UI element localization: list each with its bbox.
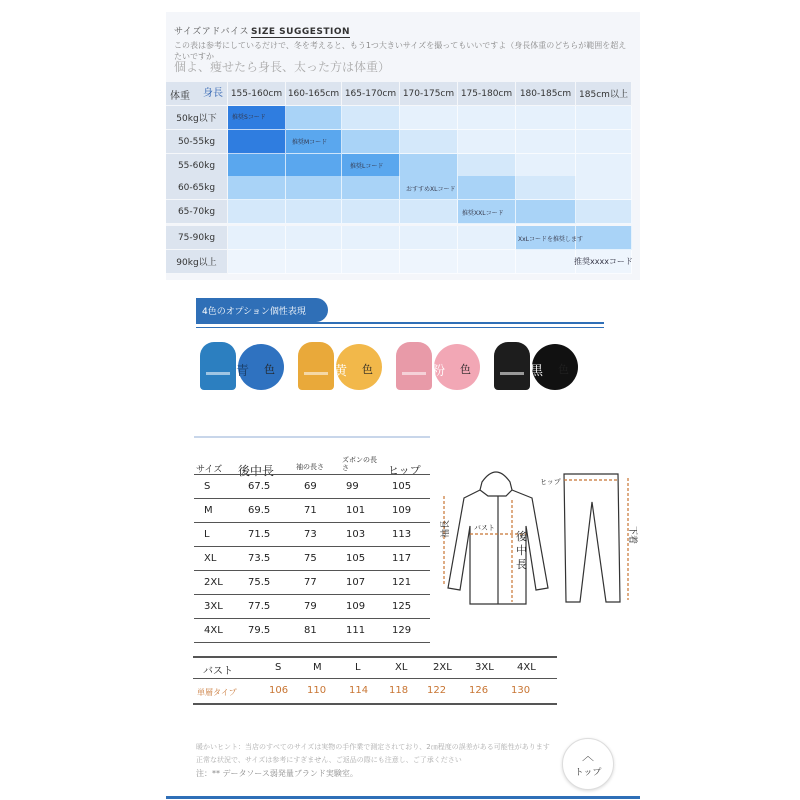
footer-hint-2: 正常な状況で、サイズは参考にすぎません、ご返品の際にも注意し、ご了承ください	[196, 756, 462, 764]
size-table-row	[194, 522, 430, 546]
size-table-cell: 79.5	[248, 625, 271, 636]
grid-cell	[400, 106, 458, 130]
size-table-cell: 69	[304, 481, 317, 492]
bust-label: バスト	[203, 666, 233, 677]
size-recommendation: 推奨Mコード	[292, 139, 328, 146]
size-recommendation: おすすめXLコード	[406, 186, 456, 193]
size-table-row	[194, 474, 430, 498]
size-table-header-cell: ヒップ	[388, 464, 421, 477]
size-table-cell: 107	[346, 577, 366, 588]
size-table-cell: 125	[392, 601, 412, 612]
size-table-row	[194, 618, 430, 642]
bust-value: 106	[269, 685, 289, 696]
size-table-topbar	[194, 436, 430, 438]
size-table-header-cell: サイズ	[196, 465, 223, 475]
color-name: 黄	[334, 364, 348, 379]
size-note: この表は参考にしているだけで、冬を考えると、もう1つ大きいサイズを撮ってもいいですよ（身長体重のどちらが範囲を超えたいですか	[174, 41, 627, 61]
size-table-cell: 4XL	[204, 625, 223, 636]
size-table-header-cell: 後中長	[238, 464, 275, 478]
weight-header: 55-60kg	[166, 154, 228, 178]
color-name: 青	[236, 364, 250, 379]
height-header: 155-160cm	[228, 82, 286, 106]
size-table-cell: 105	[346, 553, 366, 564]
chevron-up-icon: ︿	[581, 748, 594, 763]
grid-cell	[400, 130, 458, 154]
color-option[interactable]	[394, 342, 484, 392]
grid-cell	[286, 250, 342, 274]
bust-size-header: 2XL	[433, 662, 452, 673]
size-table-cell: M	[204, 505, 213, 516]
size-table-cell: 99	[346, 481, 359, 492]
garment-diagram	[440, 456, 640, 616]
raincoat-image	[200, 342, 236, 390]
grid-cell	[400, 250, 458, 274]
grid-cell	[458, 250, 516, 274]
height-header: 165-170cm	[342, 82, 400, 106]
color-name: 粉	[432, 364, 446, 379]
size-note-2: 個よ、痩せたら身長、太った方は体重）	[174, 60, 391, 74]
divider-line-thin	[196, 327, 604, 328]
weight-header: 60-65kg	[166, 176, 228, 200]
bust-table-bottom	[193, 703, 557, 705]
pants-shape	[564, 474, 620, 602]
grid-cell	[286, 226, 342, 250]
size-table-cell: 77.5	[248, 601, 271, 612]
raincoat-image	[494, 342, 530, 390]
size-recommendation: 推奨Lコード	[350, 163, 384, 170]
grid-cell	[576, 176, 632, 200]
grid-cell	[342, 106, 400, 130]
grid-cell	[576, 154, 632, 178]
size-table-cell: 105	[392, 481, 412, 492]
grid-cell	[228, 154, 286, 178]
size-table-cell: 81	[304, 625, 317, 636]
size-recommendation: 推奨Sコード	[232, 114, 266, 121]
size-table-cell: 2XL	[204, 577, 223, 588]
size-table-cell: 77	[304, 577, 317, 588]
bust-value: 130	[511, 685, 531, 696]
size-recommendation: 推奨XXLコード	[462, 210, 504, 217]
size-table-cell: 121	[392, 577, 412, 588]
hood-shape	[480, 472, 512, 496]
size-recommendation: 推奨xxxxコード	[574, 257, 633, 266]
corner-weight-label: 体重	[170, 91, 190, 102]
footer-note: 注：** データソース弱発量ブランド実験室。	[196, 769, 358, 778]
weight-header: 50kg以下	[166, 106, 228, 130]
bust-size-header: 4XL	[517, 662, 536, 673]
size-table-cell: S	[204, 481, 211, 492]
grid-cell	[342, 226, 400, 250]
color-circle	[532, 344, 578, 390]
size-table-cell: 101	[346, 505, 366, 516]
color-suffix: 色	[264, 363, 275, 376]
size-table-cell: 79	[304, 601, 317, 612]
size-table-cell: 73	[304, 529, 317, 540]
color-suffix: 色	[558, 363, 569, 376]
color-option[interactable]	[296, 342, 386, 392]
grid-cell	[286, 106, 342, 130]
bust-value: 118	[389, 685, 409, 696]
grid-cell	[400, 154, 458, 178]
size-table-row	[194, 546, 430, 570]
grid-cell	[516, 176, 576, 200]
bust-value: 114	[349, 685, 369, 696]
height-header: 170-175cm	[400, 82, 458, 106]
grid-cell	[516, 154, 576, 178]
grid-cell	[576, 200, 632, 224]
grid-cell	[228, 200, 286, 224]
size-table-cell: 109	[346, 601, 366, 612]
grid-cell	[516, 130, 576, 154]
bust-size-header: L	[355, 662, 361, 673]
size-table-cell: 103	[346, 529, 366, 540]
size-table-cell: 75.5	[248, 577, 271, 588]
size-table-row	[194, 570, 430, 594]
size-table-bottom	[194, 642, 430, 643]
bust-table	[193, 656, 557, 704]
color-options-label: 4色のオプション個性表現	[196, 298, 328, 322]
weight-header: 65-70kg	[166, 200, 228, 224]
size-table-header-cell: 袖の長さ	[296, 463, 324, 471]
size-recommendation: XxLコードを推奨します	[518, 236, 584, 243]
weight-header: 75-90kg	[166, 226, 228, 250]
back-to-top-label: トップ	[574, 767, 602, 778]
size-table-row	[194, 498, 430, 522]
size-suggestion-title	[174, 24, 350, 37]
grid-cell	[342, 250, 400, 274]
bust-table-top	[193, 656, 557, 658]
grid-cell	[516, 200, 576, 224]
grid-cell	[458, 154, 516, 178]
divider-line	[196, 322, 604, 324]
grid-cell	[458, 106, 516, 130]
label-bust: バスト	[474, 524, 495, 532]
type-label: 単層タイプ	[197, 688, 237, 697]
color-name: 黒	[530, 364, 544, 379]
title-en: SIZE SUGGESTION	[251, 27, 351, 37]
label-hip: ヒップ	[540, 478, 561, 486]
height-header: 180-185cm	[516, 82, 576, 106]
footer-hint-1: 暖かいヒント：当店のすべてのサイズは実物の手作業で測定されており、2㎝程度の誤差がある可能性があります	[196, 743, 550, 751]
height-header: 175-180cm	[458, 82, 516, 106]
size-table-cell: 75	[304, 553, 317, 564]
label-pants: 下着	[627, 526, 637, 545]
color-option[interactable]	[198, 342, 288, 392]
bottom-accent-line	[166, 796, 640, 799]
label-back-3: 長	[516, 558, 527, 571]
grid-cell	[342, 200, 400, 224]
grid-cell	[576, 130, 632, 154]
grid-cell	[400, 226, 458, 250]
grid-cell	[286, 154, 342, 178]
size-table-cell: 67.5	[248, 481, 271, 492]
weight-header: 90kg以上	[166, 250, 228, 274]
height-header: 160-165cm	[286, 82, 342, 106]
bust-value: 126	[469, 685, 489, 696]
grid-cell	[228, 176, 286, 200]
grid-cell	[342, 176, 400, 200]
grid-cell	[228, 130, 286, 154]
color-circle	[336, 344, 382, 390]
size-table-cell: 111	[346, 625, 366, 636]
color-option[interactable]	[492, 342, 582, 392]
bust-table-mid	[193, 678, 557, 679]
grid-cell	[400, 200, 458, 224]
label-back-2: 中	[516, 544, 527, 557]
size-table-header-cell: ズボンの長さ	[342, 456, 377, 472]
size-table-row	[194, 594, 430, 618]
size-table-cell: 73.5	[248, 553, 271, 564]
corner-height-label: 身長	[203, 88, 223, 99]
bust-size-header: XL	[395, 662, 408, 673]
weight-header: 50-55kg	[166, 130, 228, 154]
size-table-cell: L	[204, 529, 210, 540]
bust-size-header: 3XL	[475, 662, 494, 673]
size-table-cell: 71	[304, 505, 317, 516]
size-table-cell: 113	[392, 529, 412, 540]
bust-size-header: M	[313, 662, 322, 673]
color-suffix: 色	[460, 363, 471, 376]
size-table-cell: 69.5	[248, 505, 271, 516]
size-table-cell: 109	[392, 505, 412, 516]
color-circle	[238, 344, 284, 390]
grid-cell	[516, 106, 576, 130]
grid-corner	[166, 82, 228, 106]
grid-cell	[228, 226, 286, 250]
size-table-cell: 117	[392, 553, 412, 564]
bust-size-header: S	[275, 662, 282, 673]
label-sleeve: 袖長	[441, 519, 451, 538]
grid-cell	[576, 226, 632, 250]
color-circle	[434, 344, 480, 390]
grid-cell	[458, 130, 516, 154]
bust-value: 110	[307, 685, 327, 696]
grid-cell	[516, 250, 576, 274]
grid-cell	[286, 176, 342, 200]
grid-cell	[228, 250, 286, 274]
bust-value: 122	[427, 685, 447, 696]
size-table-cell: 3XL	[204, 601, 223, 612]
size-table-cell: 71.5	[248, 529, 271, 540]
height-header: 185cm以上	[576, 82, 632, 106]
title-jp: サイズアドバイス	[174, 27, 250, 37]
color-suffix: 色	[362, 363, 373, 376]
label-back-1: 後	[516, 530, 527, 543]
grid-cell	[342, 130, 400, 154]
size-table-cell: XL	[204, 553, 217, 564]
raincoat-image	[298, 342, 334, 390]
back-to-top-button[interactable]	[562, 738, 614, 790]
grid-cell	[458, 176, 516, 200]
grid-cell	[458, 226, 516, 250]
size-table-cell: 129	[392, 625, 412, 636]
grid-cell	[576, 106, 632, 130]
raincoat-image	[396, 342, 432, 390]
grid-cell	[286, 200, 342, 224]
